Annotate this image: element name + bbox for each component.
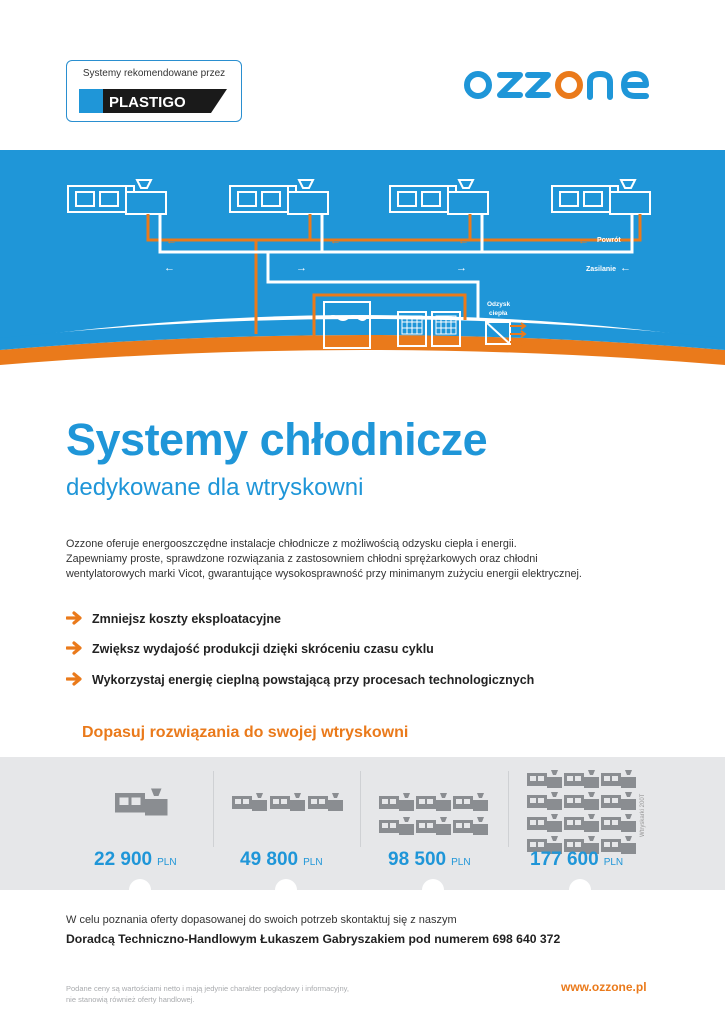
injection-machine-icon [232, 793, 267, 811]
injection-machine-icon [601, 814, 636, 832]
offer-price [240, 849, 323, 871]
benefit-text: Zmniejsz koszty eksploatacyjne [92, 612, 281, 626]
buffer-label: Bufor [336, 351, 355, 358]
intro-line-2: Zapewniamy proste, sprawdzone rozwiązania z zastosowniem chłodni sprężarkowych oraz chłodni [66, 553, 538, 565]
injection-machine-icon [564, 792, 599, 810]
offers-heading: Dopasuj rozwiązania do swojej wtryskowni [82, 724, 409, 741]
benefit-text: Wykorzystaj energię cieplną powstającą przy procesach technologicznych [92, 673, 535, 687]
arrow-right-icon [66, 611, 82, 625]
offer-price [94, 849, 177, 871]
injection-machine-icon [527, 770, 562, 788]
website-link[interactable]: www.ozzone.pl [561, 980, 647, 994]
contact-person: Doradcą Techniczno-Handlowym Łukaszem Gabryszakiem pod numerem 698 640 372 [66, 932, 561, 946]
heat-recovery-label-line2: ciepła [489, 310, 508, 317]
offer-price-value: 98 500 [388, 849, 447, 870]
offer-price-unit: PLN [603, 857, 624, 868]
disclaimer-line-1: Podane ceny są wartościami netto i mają jedynie charakter poglądowy i informacyjny, [66, 984, 349, 993]
intro-line-3: wentylatorowych marki Vicot, gwarantujące wysokosprawność przy minimanym zużyciu energii elektrycznej. [66, 568, 582, 580]
injection-machine-icon [527, 792, 562, 810]
plastigo-logo [79, 89, 227, 113]
recommendation-box [66, 60, 242, 122]
return-label: Powrót [597, 237, 621, 244]
offer-price [388, 849, 471, 871]
recommendation-label: Systemy rekomendowane przez [82, 68, 226, 79]
injection-machine-icon [115, 789, 168, 816]
supply-label: Zasilanie [586, 266, 616, 273]
ozzone-logo [462, 64, 656, 104]
injection-machine-icon [379, 793, 414, 811]
benefit-item [66, 611, 281, 626]
page-subtitle: dedykowane dla wtryskowni [66, 474, 364, 501]
injection-machine-icon [416, 817, 451, 835]
machine-note: Wtryskarki 200T [640, 793, 646, 837]
svg-text:→: → [296, 262, 307, 274]
intro-text [66, 537, 666, 582]
svg-text:←: ← [458, 235, 469, 247]
svg-text:→: → [456, 262, 467, 274]
arrow-right-icon [66, 641, 82, 655]
injection-machine-icon [453, 817, 488, 835]
offer-price-value: 177 600 [530, 849, 599, 870]
intro-line-1: Ozzone oferuje energooszczędne instalacje chłodnicze z możliwością odzysku ciepła i energii. [66, 538, 517, 550]
offer-price [530, 849, 623, 871]
injection-machine-icon [601, 770, 636, 788]
benefit-text: Zwiększ wydajość produkcji dzięki skróceniu czasu cyklu [92, 642, 434, 656]
offer-price-value: 49 800 [240, 849, 299, 870]
injection-machine-icon [379, 817, 414, 835]
injection-machine-icon [564, 814, 599, 832]
contact-intro: W celu poznania oferty dopasowanej do swoich potrzeb skontaktuj się z naszym [66, 914, 457, 926]
offer-price-unit: PLN [157, 857, 177, 868]
plastigo-logo-text: PLASTIGO [109, 94, 186, 111]
injection-machine-icon [601, 792, 636, 810]
heat-recovery-label-line1: Odzysk [487, 301, 511, 308]
injection-machine-icon [527, 814, 562, 832]
cooling-system-diagram [0, 150, 725, 390]
offer-price-unit: PLN [303, 857, 323, 868]
page-title: Systemy chłodnicze [66, 414, 488, 465]
units-label: Agregaty [430, 353, 461, 360]
svg-text:←: ← [620, 262, 631, 274]
offer-price-unit: PLN [451, 857, 471, 868]
injection-machine-icon [416, 793, 451, 811]
svg-text:←: ← [330, 235, 341, 247]
svg-text:←: ← [164, 262, 175, 274]
injection-machine-icon [270, 793, 305, 811]
offers-panel [0, 757, 725, 890]
injection-machine-icon [564, 770, 599, 788]
injection-machine-icon [453, 793, 488, 811]
offer-price-value: 22 900 [94, 849, 153, 870]
injection-machine-icon [308, 793, 343, 811]
disclaimer-line-2: nie stanowią również oferty handlowej. [66, 995, 195, 1004]
disclaimer [66, 983, 396, 1005]
svg-text:←: ← [578, 235, 589, 247]
svg-text:←: ← [166, 235, 177, 247]
benefit-item [66, 641, 434, 656]
arrow-right-icon [66, 672, 82, 686]
benefit-item [66, 672, 534, 687]
